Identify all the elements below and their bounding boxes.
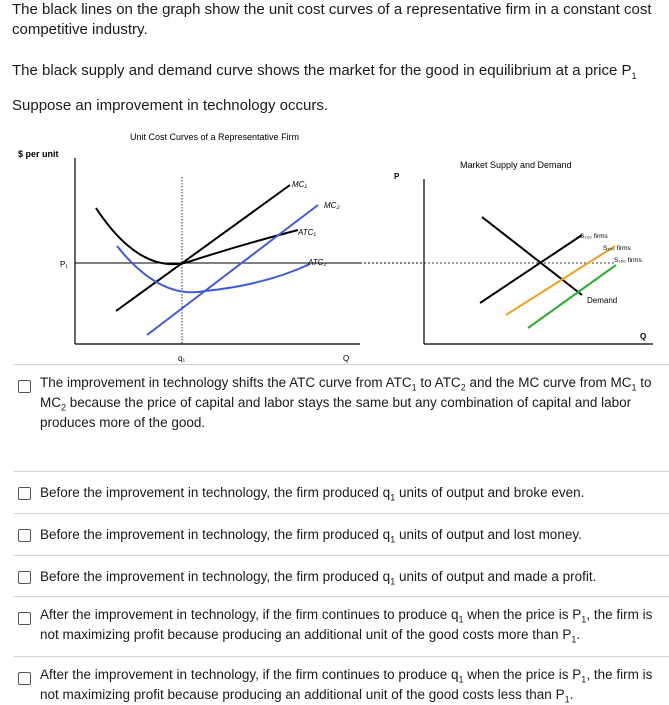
option-checkbox[interactable] — [18, 612, 31, 625]
option-subscript: 1 — [390, 492, 396, 503]
option-subscript: 1 — [581, 614, 587, 625]
atc2-label: ATC₂ — [308, 258, 327, 267]
option-subscript: 1 — [571, 634, 577, 645]
option-checkbox[interactable] — [18, 487, 31, 500]
option-subscript: 1 — [390, 576, 396, 587]
intro-text-2-main: The black supply and demand curve shows the market for the good in equilibrium at a price P — [12, 62, 632, 79]
option-checkbox[interactable] — [18, 672, 31, 685]
option-subscript: 2 — [61, 402, 67, 413]
option-subscript: 1 — [631, 382, 637, 393]
intro-text-3: Suppose an improvement in technology occurs. — [12, 97, 329, 114]
market-graph — [394, 160, 653, 344]
option-text: Before the improvement in technology, the firm produced $q_1$ units of output and lost money. — [40, 527, 582, 545]
answer-option[interactable] — [14, 656, 669, 705]
option-text: Before the improvement in technology, the firm produced $q_1$ units of output and made a profit. — [40, 569, 597, 587]
answer-option[interactable] — [14, 555, 669, 596]
demand-curve — [482, 217, 582, 295]
option-subscript: 1 — [458, 614, 464, 625]
unit-cost-graph-title: Unit Cost Curves of a Representative Firm — [130, 132, 300, 142]
cost-and-market-figure — [0, 125, 669, 365]
option-text: After the improvement in technology, if the firm continues to produce $q_1$ when the price is $P_1$, the firm is not maximizing profit because producing an additional unit of the good costs more than $P_1$. — [40, 607, 653, 645]
unit-cost-graph — [18, 132, 424, 363]
option-subscript: 1 — [411, 382, 417, 393]
option-checkbox[interactable] — [18, 571, 31, 584]
option-subscript: 1 — [390, 534, 396, 545]
market-graph-title: Market Supply and Demand — [460, 160, 572, 170]
option-text: The improvement in technology shifts the ATC curve from $ATC_1$ to $ATC_2$ and the MC curve from $MC_1$ to $MC_2$ because the price of capital and labor stays the same but any combination of capital and labor produces more of the good. — [40, 375, 652, 430]
option-subscript: 1 — [564, 694, 570, 705]
option-subscript: 2 — [460, 382, 466, 393]
q1-label: q₁ — [178, 354, 186, 363]
answer-option[interactable] — [14, 513, 669, 554]
supply-150-label: S₁₅₀ firms — [614, 257, 642, 264]
right-y-axis-label: P — [394, 172, 400, 181]
mc2-label: MC₂ — [324, 201, 340, 210]
intro-text-1: The black lines on the graph show the unit cost curves of a representative firm in a constant cost competitive industry. — [12, 1, 652, 38]
left-x-axis-label: Q — [343, 354, 350, 363]
intro-text-2 — [12, 61, 637, 81]
p1-label: P₁ — [60, 260, 69, 269]
option-checkbox[interactable] — [18, 380, 31, 393]
option-text: After the improvement in technology, if the firm continues to produce $q_1$ when the price is $P_1$, the firm is not maximizing profit because producing an additional unit of the good costs less than $P_1$. — [40, 667, 653, 705]
answer-option[interactable] — [14, 364, 669, 447]
option-checkbox[interactable] — [18, 529, 31, 542]
supply-100-label: S₁₀₀ firms — [580, 233, 608, 240]
right-x-axis-label: Q — [640, 332, 647, 341]
answer-option[interactable] — [14, 596, 669, 655]
supply-100-curve — [480, 235, 582, 303]
option-subscript: 1 — [581, 674, 587, 685]
supply-100b-label: S₁₀₀ firms — [603, 245, 631, 252]
intro-text-2-sub: 1 — [631, 71, 637, 81]
demand-label: Demand — [587, 296, 618, 305]
mc1-label: MC₁ — [292, 180, 307, 189]
atc1-label: ATC₁ — [298, 228, 316, 237]
answer-option[interactable] — [14, 471, 669, 512]
option-text: Before the improvement in technology, the firm produced $q_1$ units of output and broke even. — [40, 485, 585, 503]
option-subscript: 1 — [458, 674, 464, 685]
left-y-axis-label: $ per unit — [18, 149, 59, 159]
